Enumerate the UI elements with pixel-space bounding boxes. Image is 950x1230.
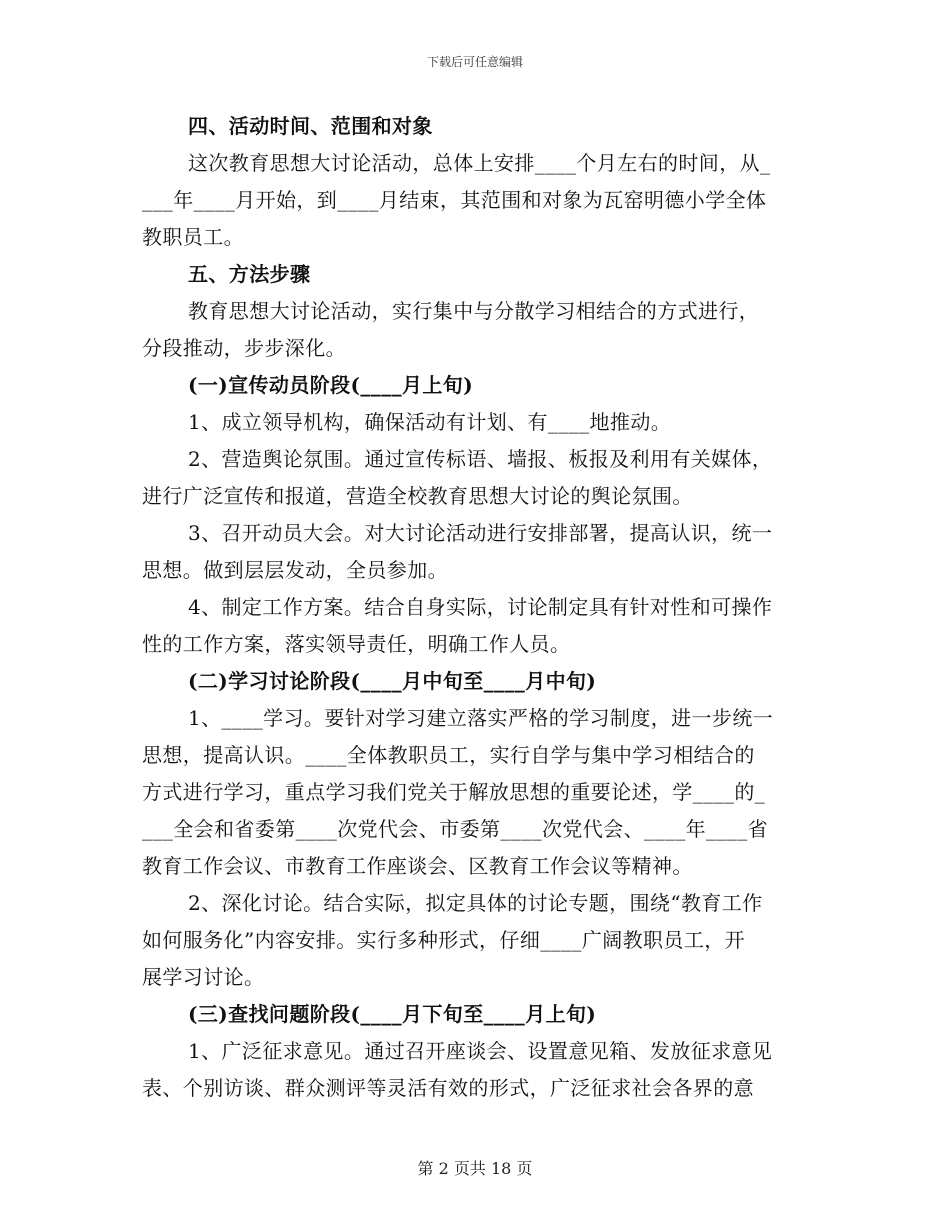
page-header: 下载后可任意编辑 [426, 55, 523, 69]
paragraph-line: 2、营造舆论氛围。通过宣传标语、墙报、板报及利用有关媒体， [188, 447, 773, 471]
page-footer: 第 2 页共 18 页 [417, 1159, 533, 1178]
paragraph-line: 如何服务化”内容安排。实行多种形式，仔细____广阔教职员工，开 [142, 928, 746, 952]
section-heading: 四、活动时间、范围和对象 [188, 114, 433, 138]
paragraph-line: 教育思想大讨论活动，实行集中与分散学习相结合的方式进行， [188, 299, 760, 323]
paragraph-line: 教育工作会议、市教育工作座谈会、区教育工作会议等精神。 [142, 854, 693, 878]
section-heading: 五、方法步骤 [188, 262, 311, 286]
paragraph-line: 4、制定工作方案。结合自身实际，讨论制定具有针对性和可操作 [188, 595, 773, 619]
paragraph-line: 教职员工。 [142, 225, 244, 249]
paragraph-line: 进行广泛宣传和报道，营造全校教育思想大讨论的舆论氛围。 [142, 484, 693, 508]
paragraph-line: 展学习讨论。 [142, 965, 265, 989]
paragraph-line: 2、深化讨论。结合实际，拟定具体的讨论专题，围绕“教育工作 [188, 891, 763, 915]
paragraph-line: 思想，提高认识。____全体教职员工，实行自学与集中学习相结合的 [142, 743, 755, 767]
paragraph-line: 1、____学习。要针对学习建立落实严格的学习制度，进一步统一 [188, 706, 774, 730]
paragraph-line: 性的工作方案，落实领导责任，明确工作人员。 [142, 632, 571, 656]
section-heading: (二)学习讨论阶段(____月中旬至____月中旬) [188, 669, 597, 693]
paragraph-line: 1、成立领导机构，确保活动有计划、有____地推动。 [188, 410, 672, 434]
paragraph-line: 分段推动，步步深化。 [142, 336, 346, 360]
section-heading: (一)宣传动员阶段(____月上旬) [188, 373, 474, 397]
section-heading: (三)查找问题阶段(____月下旬至____月上旬) [188, 1002, 597, 1026]
paragraph-line: 这次教育思想大讨论活动，总体上安排____个月左右的时间，从_ [188, 151, 771, 175]
paragraph-line: 3、召开动员大会。对大讨论活动进行安排部署，提高认识，统一 [188, 521, 773, 545]
paragraph-line: 思想。做到层层发动，全员参加。 [142, 558, 448, 582]
paragraph-line: ___全会和省委第____次党代会、市委第____次党代会、____年____省 [142, 817, 768, 841]
paragraph-line: 表、个别访谈、群众测评等灵活有效的形式，广泛征求社会各界的意 [142, 1076, 754, 1100]
document-body [142, 108, 808, 1107]
paragraph-line: ___年____月开始，到____月结束，其范围和对象为瓦窑明德小学全体 [142, 188, 767, 212]
paragraph-line: 1、广泛征求意见。通过召开座谈会、设置意见箱、发放征求意见 [188, 1039, 773, 1063]
paragraph-line: 方式进行学习，重点学习我们党关于解放思想的重要论述，学____的_ [142, 780, 766, 804]
